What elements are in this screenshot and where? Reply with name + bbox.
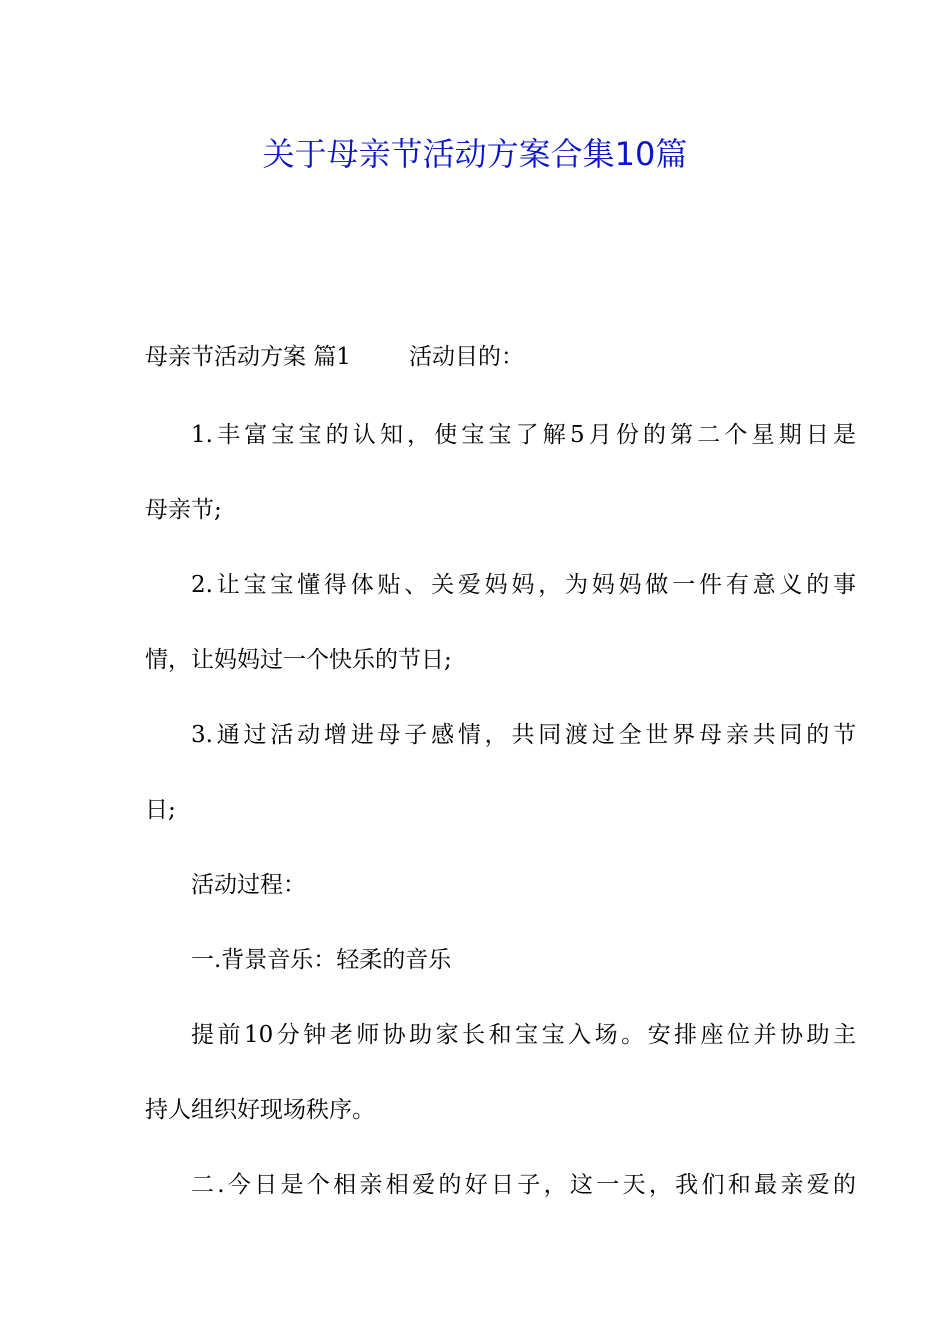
section-subheading: 活动目的： [408,344,524,370]
paragraph-line: 活动过程： [191,872,306,898]
paragraph-line: 母亲节; [145,497,222,523]
document-title: 关于母亲节活动方案合集10篇 [262,135,688,173]
paragraph-line: 二.今日是个相亲相爱的好日子，这一天，我们和最亲爱的 [191,1172,856,1198]
paragraph-line: 情，让妈妈过一个快乐的节日; [145,647,452,673]
section-heading-line [145,340,810,374]
paragraph-line: 1.丰富宝宝的认知，使宝宝了解5月份的第二个星期日是 [191,422,856,448]
paragraph-line: 提前10分钟老师协助家长和宝宝入场。安排座位并协助主 [191,1022,856,1048]
paragraph-line: 一.背景音乐：轻柔的音乐 [191,947,452,973]
paragraph-line: 2.让宝宝懂得体贴、关爱妈妈，为妈妈做一件有意义的事 [191,572,856,598]
section-heading: 母亲节活动方案 篇1 [145,344,351,370]
paragraph-line: 日; [145,797,176,823]
paragraph-line: 持人组织好现场秩序。 [145,1097,375,1123]
paragraph-line: 3.通过活动增进母子感情，共同渡过全世界母亲共同的节 [191,722,856,748]
